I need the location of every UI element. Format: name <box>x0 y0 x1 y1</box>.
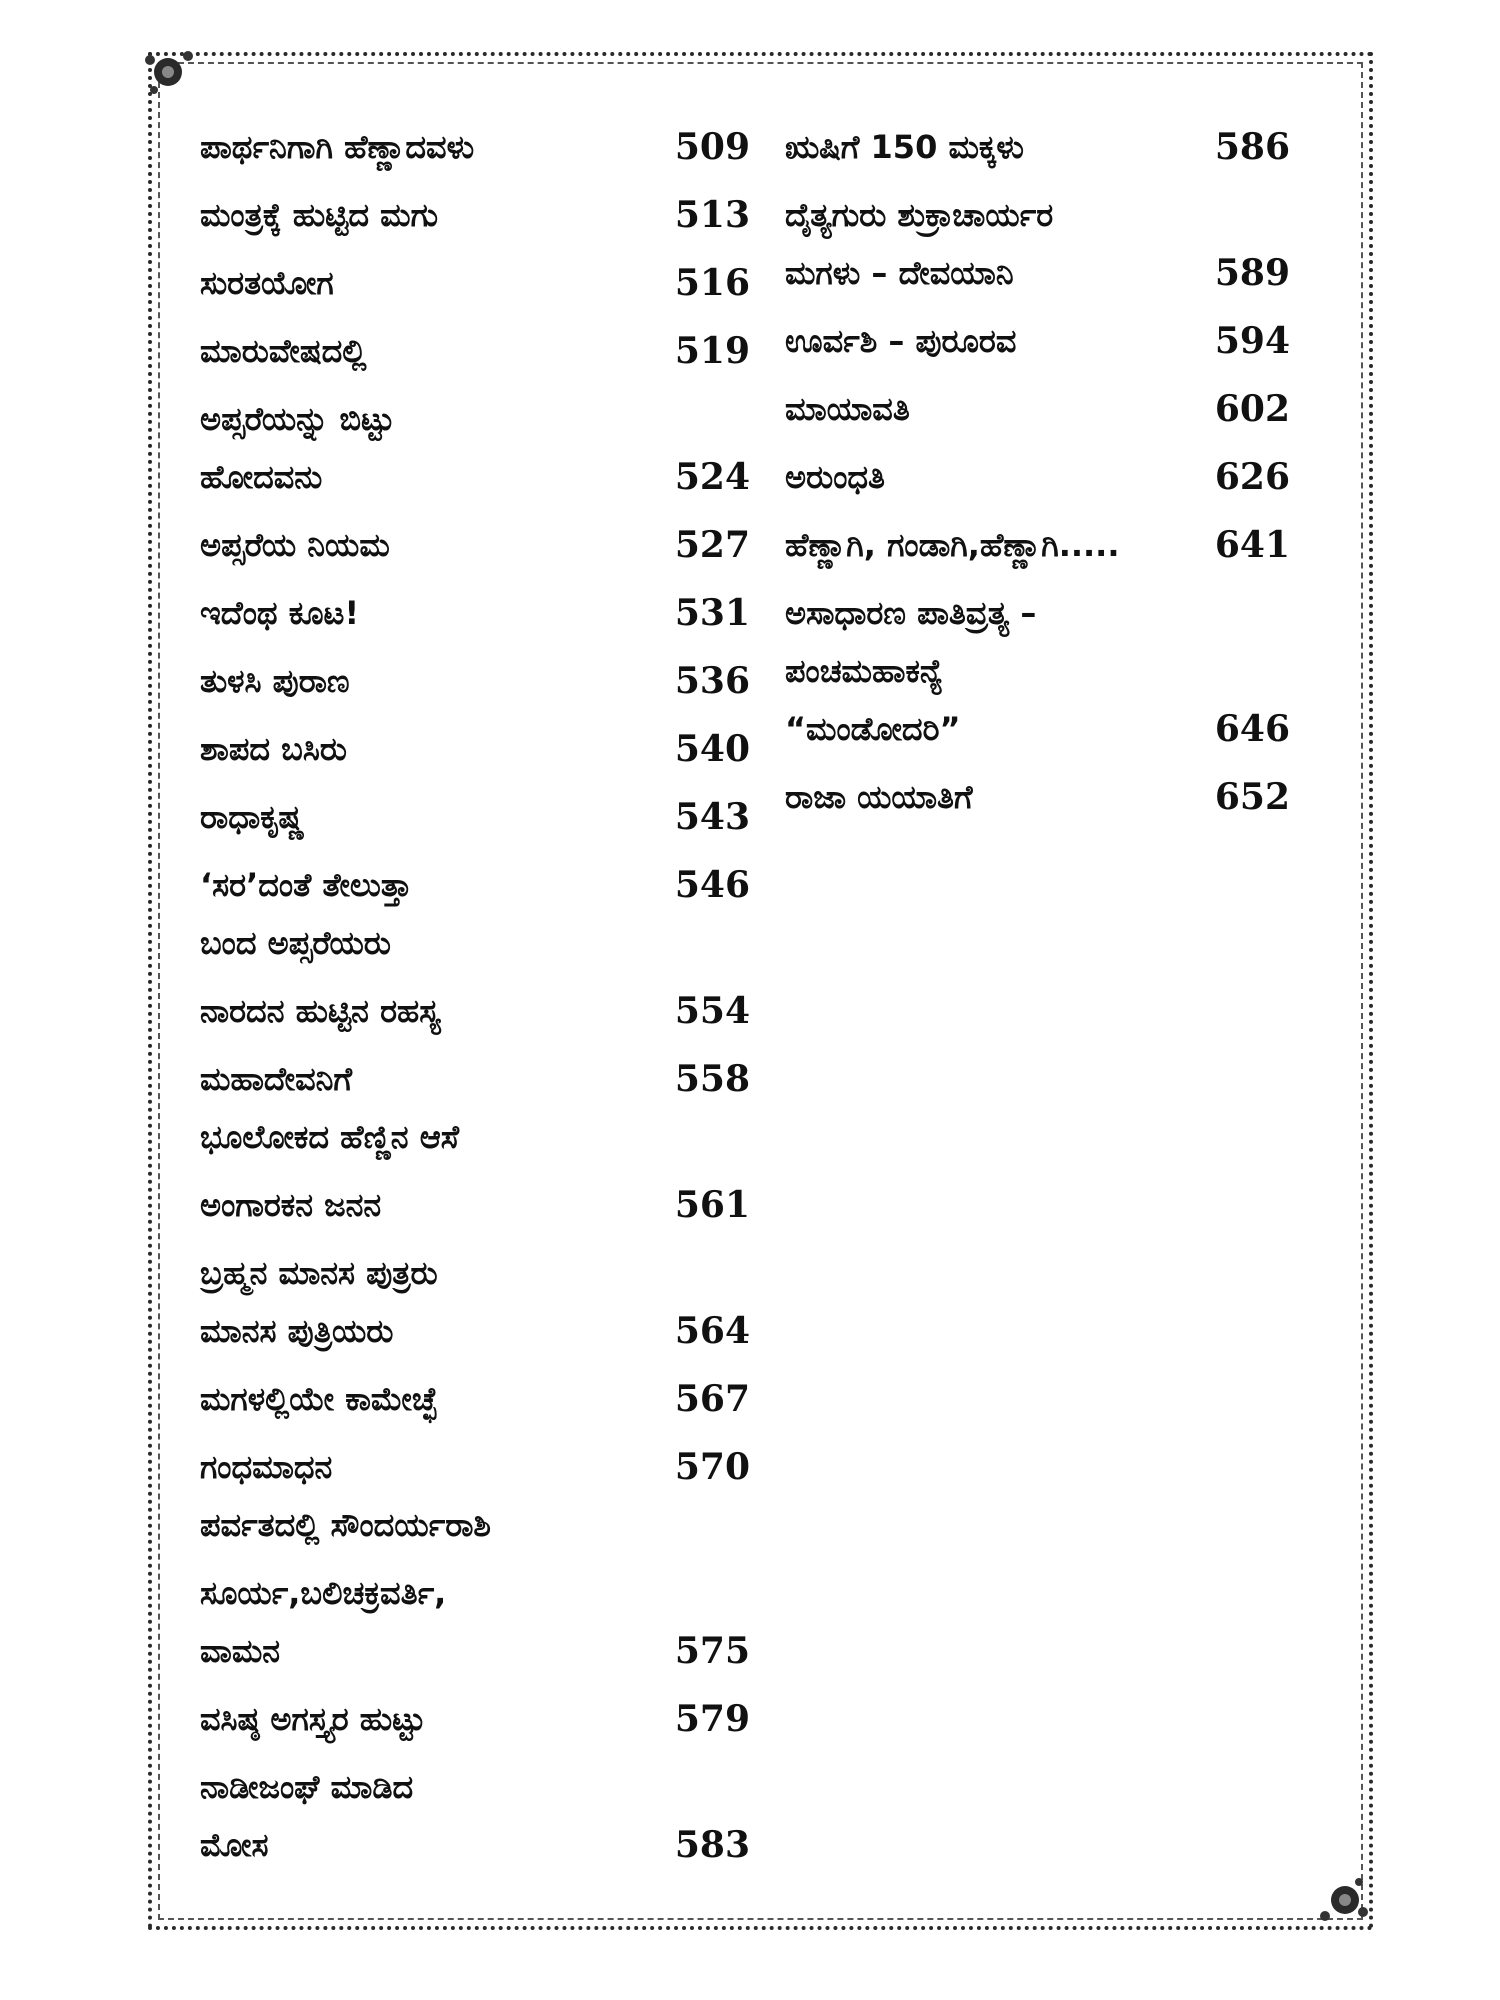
toc-entry-title: ಬಂದ ಅಪ್ಸರೆಯರು <box>200 924 391 962</box>
toc-entry-page-number: 513 <box>674 194 750 236</box>
toc-entry-title: ಹೆಣ್ಣಾಗಿ, ಗಂಡಾಗಿ,ಹೆಣ್ಣಾಗಿ..... <box>785 526 1120 564</box>
toc-entry <box>785 118 1290 176</box>
toc-entry <box>200 322 750 380</box>
toc-entry-title: ಹೋದವನು <box>200 458 323 496</box>
toc-entry <box>200 254 750 312</box>
toc-entry <box>200 118 750 176</box>
toc-entry-page-number: 589 <box>1214 252 1290 294</box>
toc-entry-page-number: 583 <box>674 1824 750 1866</box>
toc-entry-title: ಅಪ್ಸರೆಯನ್ನು ಬಿಟ್ಟು <box>200 400 395 438</box>
toc-entry-page-number: 652 <box>1214 776 1290 818</box>
toc-entry-title: ಅರುಂಧತಿ <box>785 458 886 496</box>
toc-entry-page-number: 558 <box>674 1058 750 1100</box>
toc-entry-page-number: 602 <box>1214 388 1290 430</box>
toc-entry-page-number: 567 <box>674 1378 750 1420</box>
toc-entry-page-number: 561 <box>674 1184 750 1226</box>
toc-entry-title: ಮೋಸ <box>200 1826 269 1864</box>
toc-entry-title: ಮಗಳಲ್ಲಿಯೇ ಕಾಮೇಚ್ಛೆ <box>200 1380 438 1418</box>
toc-entry-title: ಮಹಾದೇವನಿಗೆ <box>200 1060 353 1098</box>
toc-entry <box>200 982 750 1040</box>
toc-entry <box>785 312 1290 370</box>
toc-entry-title: ಅಸಾಧಾರಣ ಪಾತಿವ್ರತ್ಯ – <box>785 594 1037 632</box>
toc-entry-page-number: 519 <box>674 330 750 372</box>
toc-entry-title: ಪರ್ವತದಲ್ಲಿ ಸೌಂದರ್ಯರಾಶಿ <box>200 1506 491 1544</box>
toc-entry-title: ಊರ್ವಶಿ – ಪುರೂರವ <box>785 322 1017 360</box>
toc-entry-title: ಸುರತಯೋಗ <box>200 264 334 302</box>
toc-entry-title: ಇದೆಂಥ ಕೂಟ! <box>200 594 360 632</box>
toc-entry-page-number: 626 <box>1214 456 1290 498</box>
toc-entry-title: ಪಾರ್ಥನಿಗಾಗಿ ಹೆಣ್ಣಾದವಳು <box>200 128 475 166</box>
toc-entry-title: ಶಾಪದ ಬಸಿರು <box>200 730 347 768</box>
toc-entry-title: ವಾಮನ <box>200 1632 281 1670</box>
toc-entry-title: ಗಂಧಮಾಧನ <box>200 1448 333 1486</box>
toc-entry-page-number: 575 <box>674 1630 750 1672</box>
toc-entry <box>785 448 1290 506</box>
toc-entry-page-number: 524 <box>674 456 750 498</box>
toc-entry <box>200 1370 750 1428</box>
toc-entry <box>785 186 1290 302</box>
toc-entry <box>200 390 750 506</box>
toc-entry-page-number: 536 <box>674 660 750 702</box>
toc-entry-title: ಮಾರುವೇಷದಲ್ಲಿ <box>200 332 367 370</box>
toc-entry-title: ರಾಧಾಕೃಷ್ಣ <box>200 798 305 836</box>
toc-entry <box>200 584 750 642</box>
toc-entry <box>785 516 1290 574</box>
toc-entry-title: ವಸಿಷ್ಠ ಅಗಸ್ತ್ಯರ ಹುಟ್ಟು <box>200 1700 426 1738</box>
floral-ornament-icon <box>138 42 208 112</box>
toc-entry-page-number: 516 <box>674 262 750 304</box>
toc-entry-page-number: 540 <box>674 728 750 770</box>
toc-entry-title: ಬ್ರಹ್ಮನ ಮಾನಸ ಪುತ್ರರು <box>200 1254 438 1292</box>
toc-entry-title: ಭೂಲೋಕದ ಹೆಣ್ಣಿನ ಆಸೆ <box>200 1118 460 1156</box>
toc-entry-title: ರಾಜಾ ಯಯಾತಿಗೆ <box>785 778 973 816</box>
toc-entry-title: ನಾಡೀಜಂಘೆ ಮಾಡಿದ <box>200 1768 414 1806</box>
toc-entry-page-number: 594 <box>1214 320 1290 362</box>
toc-entry <box>200 788 750 846</box>
toc-entry <box>200 856 750 972</box>
toc-entry <box>785 768 1290 826</box>
toc-entry-page-number: 509 <box>674 126 750 168</box>
toc-entry-page-number: 570 <box>674 1446 750 1488</box>
toc-entry-page-number: 586 <box>1214 126 1290 168</box>
toc-entry-page-number: 546 <box>674 864 750 906</box>
toc-entry <box>200 1176 750 1234</box>
toc-entry-title: “ಮಂಡೋದರಿ” <box>785 710 961 748</box>
toc-entry <box>200 1438 750 1554</box>
toc-entry <box>200 1050 750 1166</box>
toc-entry <box>785 380 1290 438</box>
toc-entry-page-number: 554 <box>674 990 750 1032</box>
toc-entry-title: ಅಂಗಾರಕನ ಜನನ <box>200 1186 382 1224</box>
toc-entry-title: ಮಗಳು – ದೇವಯಾನಿ <box>785 254 1014 292</box>
toc-entry-title: ಅಪ್ಸರೆಯ ನಿಯಮ <box>200 526 390 564</box>
toc-entry-page-number: 531 <box>674 592 750 634</box>
toc-entry-page-number: 564 <box>674 1310 750 1352</box>
toc-entry <box>200 516 750 574</box>
toc-entry-title: ಸೂರ್ಯ,ಬಲಿಚಕ್ರವರ್ತಿ, <box>200 1574 447 1612</box>
toc-entry <box>200 652 750 710</box>
toc-entry-title: ಮಾಯಾವತಿ <box>785 390 910 428</box>
toc-entry-title: ಮಾನಸ ಪುತ್ರಿಯರು <box>200 1312 394 1350</box>
toc-entry-title: ಋಷಿಗೆ 150 ಮಕ್ಕಳು <box>785 128 1024 166</box>
toc-entry-page-number: 579 <box>674 1698 750 1740</box>
toc-entry-title: ದೈತ್ಯಗುರು ಶುಕ್ರಾಚಾರ್ಯರ <box>785 196 1054 234</box>
floral-ornament-icon <box>1305 1860 1375 1930</box>
contents-column-right <box>785 118 1290 836</box>
toc-entry-page-number: 527 <box>674 524 750 566</box>
toc-entry-title: ‘ಸರ’ದಂತೆ ತೇಲುತ್ತಾ <box>200 866 412 904</box>
toc-entry <box>200 1690 750 1748</box>
toc-entry <box>200 720 750 778</box>
toc-entry <box>200 1244 750 1360</box>
toc-entry <box>785 584 1290 758</box>
toc-entry-title: ಮಂತ್ರಕ್ಕೆ ಹುಟ್ಟಿದ ಮಗು <box>200 196 439 234</box>
toc-entry <box>200 1564 750 1680</box>
toc-entry-page-number: 641 <box>1214 524 1290 566</box>
contents-column-left <box>200 118 750 1884</box>
toc-entry-page-number: 543 <box>674 796 750 838</box>
toc-entry-title: ನಾರದನ ಹುಟ್ಟಿನ ರಹಸ್ಯ <box>200 992 441 1030</box>
toc-entry-page-number: 646 <box>1214 708 1290 750</box>
toc-entry <box>200 186 750 244</box>
toc-entry <box>200 1758 750 1874</box>
toc-entry-title: ತುಳಸಿ ಪುರಾಣ <box>200 662 350 700</box>
toc-entry-title: ಪಂಚಮಹಾಕನ್ಯೆ <box>785 652 944 690</box>
